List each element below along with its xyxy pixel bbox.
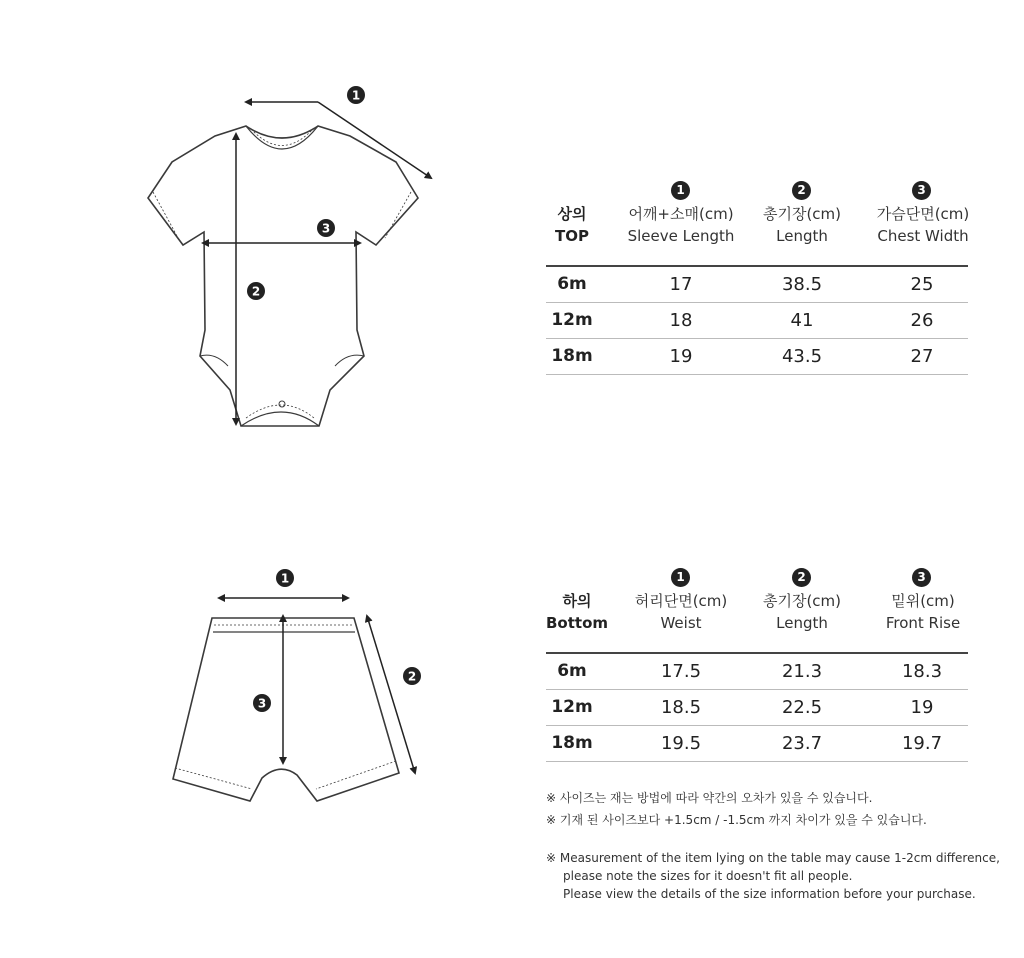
note-line: Please view the details of the size information before your purchase. <box>563 887 976 901</box>
column-number-icon: 1 <box>671 568 690 587</box>
table-row: 18m 19.5 23.7 19.7 <box>546 726 968 762</box>
note-line: please note the sizes for it doesn't fit all people. <box>563 869 853 883</box>
column-label: 가슴단면(cm) Chest Width <box>876 205 970 245</box>
table-header <box>546 568 968 652</box>
column-number-icon: 3 <box>912 181 931 200</box>
table-row: 6m 17 38.5 25 <box>546 267 968 303</box>
column-number-icon: 2 <box>792 568 811 587</box>
marker-1-icon <box>276 569 294 587</box>
column-label: 밑위(cm) Front Rise <box>885 592 961 632</box>
svg-text:3: 3 <box>321 221 331 236</box>
svg-text:2: 2 <box>407 669 417 684</box>
column-label: 총기장(cm) Length <box>762 205 842 245</box>
note-line: ※ 사이즈는 재는 방법에 따라 약간의 오차가 있을 수 있습니다. <box>546 791 873 805</box>
shorts-diagram <box>0 0 470 958</box>
english-notes <box>546 849 1000 903</box>
bottom-size-table <box>546 568 968 762</box>
column-number-icon: 2 <box>792 181 811 200</box>
column-label: 허리단면(cm) Weist <box>634 592 728 632</box>
marker-3-icon <box>253 694 271 712</box>
table-row: 6m 17.5 21.3 18.3 <box>546 654 968 690</box>
svg-text:3: 3 <box>257 696 267 711</box>
svg-text:1: 1 <box>351 88 361 103</box>
column-number-icon: 1 <box>671 181 690 200</box>
part-label: 하의 Bottom <box>546 592 609 632</box>
note-line: ※ 기재 된 사이즈보다 +1.5cm / -1.5cm 까지 차이가 있을 수 있습니다. <box>546 813 927 827</box>
table-header <box>546 181 968 265</box>
marker-2-icon <box>403 667 421 685</box>
table-row: 18m 19 43.5 27 <box>546 339 968 375</box>
column-label: 총기장(cm) Length <box>762 592 842 632</box>
table-row: 12m 18 41 26 <box>546 303 968 339</box>
table-row: 12m 18.5 22.5 19 <box>546 690 968 726</box>
column-label: 어깨+소매(cm) Sleeve Length <box>627 205 735 245</box>
top-size-table <box>546 181 968 375</box>
shorts-outline <box>173 618 399 801</box>
korean-notes <box>546 789 927 829</box>
note-line: ※ Measurement of the item lying on the table may cause 1-2cm difference, <box>546 851 1000 865</box>
svg-text:1: 1 <box>280 571 290 586</box>
column-number-icon: 3 <box>912 568 931 587</box>
svg-text:2: 2 <box>251 284 261 299</box>
part-label: 상의 TOP <box>555 205 589 245</box>
